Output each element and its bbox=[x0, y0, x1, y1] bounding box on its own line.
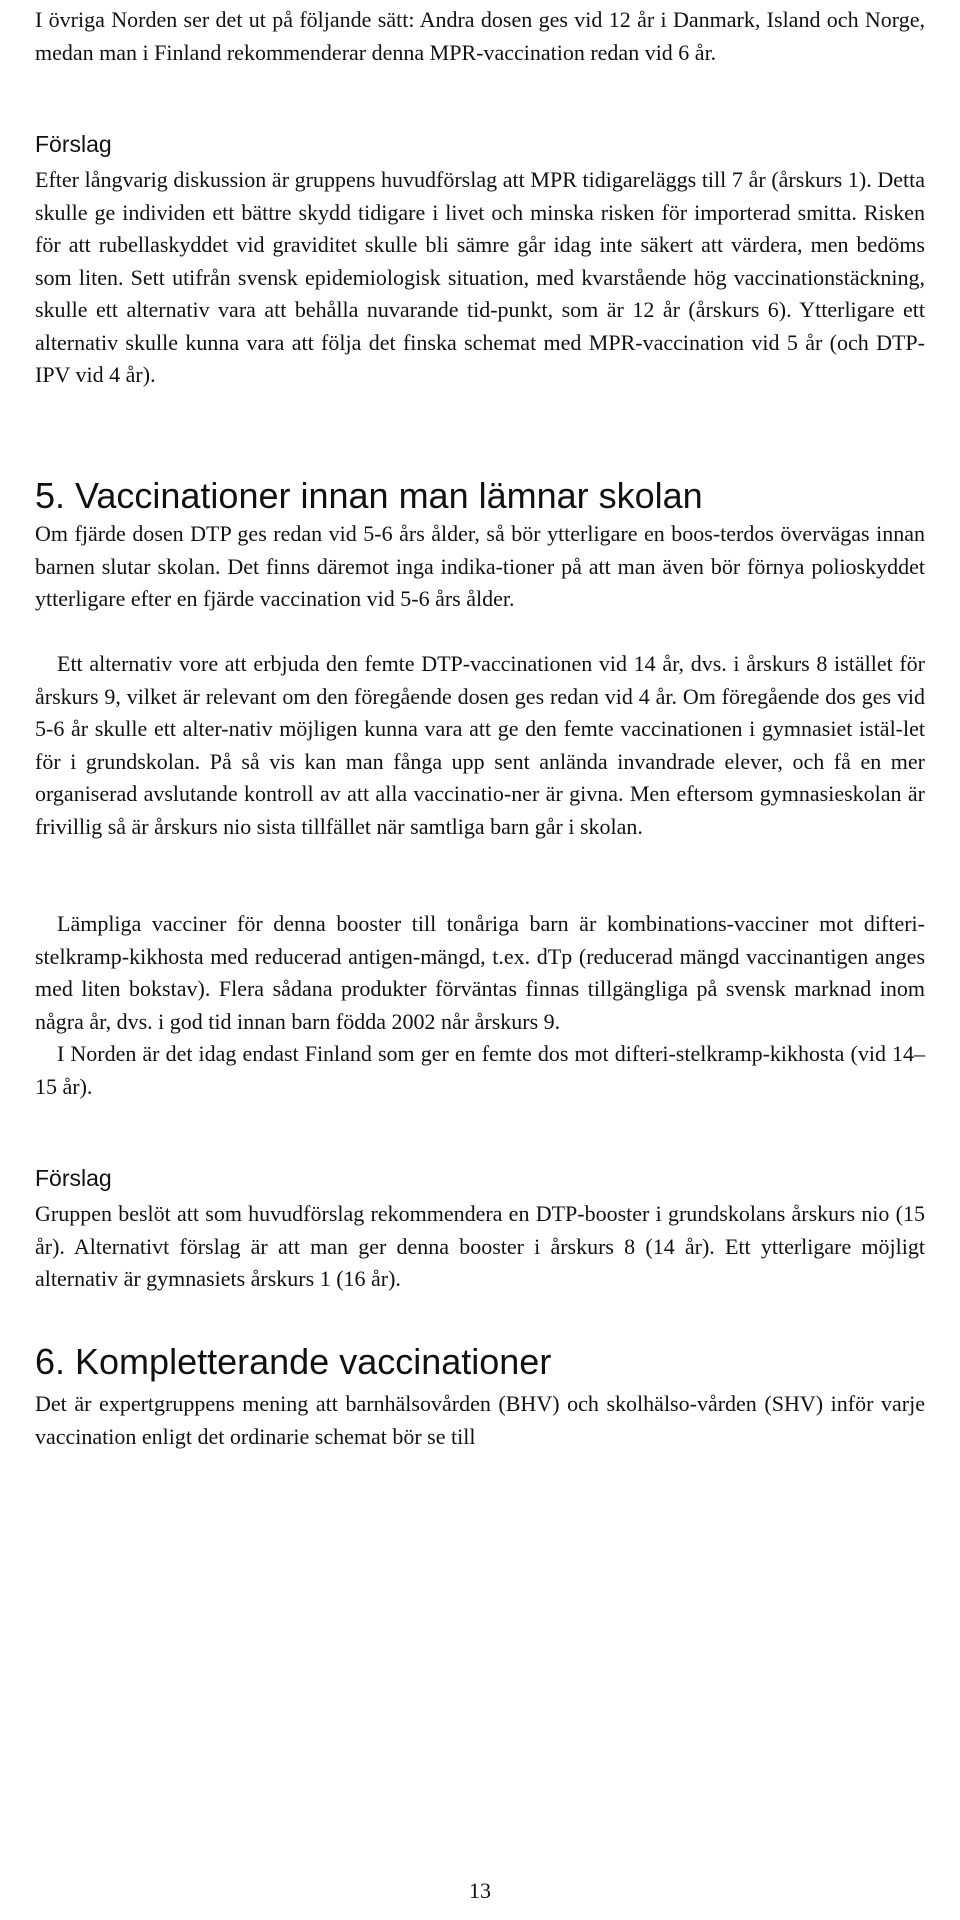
section-5-paragraph-1: Om fjärde dosen DTP ges redan vid 5-6 års ålder, så bör ytterligare en boos-terdos övervägas innan barnen slutar skolan. Det finns däremot inga indika-tioner på att man även bör förnya polioskyddet ytterligare efter en fjärde vaccination vid 5-6 års ålder. bbox=[35, 521, 925, 611]
section-5-paragraph-2: Ett alternativ vore att erbjuda den femte DTP-vaccinationen vid 14 år, dvs. i årskurs 8 istället för årskurs 9, vilket är relevant om den föregående dosen ges redan vid 4 år. Om föregående dos ges vid 5-6 år skulle ett alter-nativ möjligen kunna vara att ge den femte vaccinationen i gymnasiet istäl-let för i grundskolan. På så vis kan man fånga upp sent anlända invandrade elever, och få en mer organiserad avslutande kontroll av att alla vaccinatio-ner är givna. Men eftersom gymnasieskolan är frivillig så är årskurs nio sista tillfället när samtliga barn går i skolan. bbox=[35, 651, 925, 839]
proposal-paragraph-2: Gruppen beslöt att som huvudförslag rekommendera en DTP-booster i grundskolans årskurs nio (15 år). Alternativt förslag är att man ger denna booster i årskurs 8 (14 år). Ett ytterligare möjligt alternativ är gymnasiets årskurs 1 (16 år). bbox=[35, 1201, 925, 1291]
section-5-paragraph-4: I Norden är det idag endast Finland som ger en femte dos mot difteri-stelkramp-kikhosta (vid 14–15 år). bbox=[35, 1041, 925, 1099]
section-6-heading: 6. Kompletterande vaccinationer bbox=[35, 1341, 552, 1382]
intro-paragraph: I övriga Norden ser det ut på följande sätt: Andra dosen ges vid 12 år i Danmark, Island och Norge, medan man i Finland rekommenderar denna MPR-vaccination redan vid 6 år. bbox=[35, 7, 925, 65]
proposal-paragraph-1: Efter långvarig diskussion är gruppens huvudförslag att MPR tidigareläggs till 7 år (årskurs 1). Detta skulle ge individen ett bättre skydd tidigare i livet och minska risken för importerad smitta. Risken för att rubellaskyddet vid graviditet skulle bli sämre går idag inte säkert att värdera, men bedöms som liten. Sett utifrån svensk epidemiologisk situation, med kvarstående hög vaccinationstäckning, skulle ett alternativ vara att behålla nuvarande tid-punkt, som är 12 år (årskurs 6). Ytterligare ett alternativ skulle kunna vara att följa det finska schemat med MPR-vaccination vid 5 år (och DTP-IPV vid 4 år). bbox=[35, 167, 925, 387]
proposal-heading-2: Förslag bbox=[35, 1165, 112, 1191]
section-5-paragraph-3: Lämpliga vacciner för denna booster till tonåriga barn är kombinations-vacciner mot difteri-stelkramp-kikhosta med reducerad antigen-mängd, t.ex. dTp (reducerad mängd vaccinantigen anges med liten bokstav). Flera sådana produkter förväntas finnas tillgängliga på svensk marknad inom några år, dvs. i god tid innan barn födda 2002 når årskurs 9. bbox=[35, 911, 925, 1034]
section-5-heading: 5. Vaccinationer innan man lämnar skolan bbox=[35, 475, 703, 516]
proposal-heading-1: Förslag bbox=[35, 131, 112, 157]
section-6-paragraph: Det är expertgruppens mening att barnhälsovården (BHV) och skolhälso-vården (SHV) inför varje vaccination enligt det ordinarie schemat bör se till bbox=[35, 1391, 925, 1449]
page-number: 13 bbox=[469, 1878, 491, 1903]
